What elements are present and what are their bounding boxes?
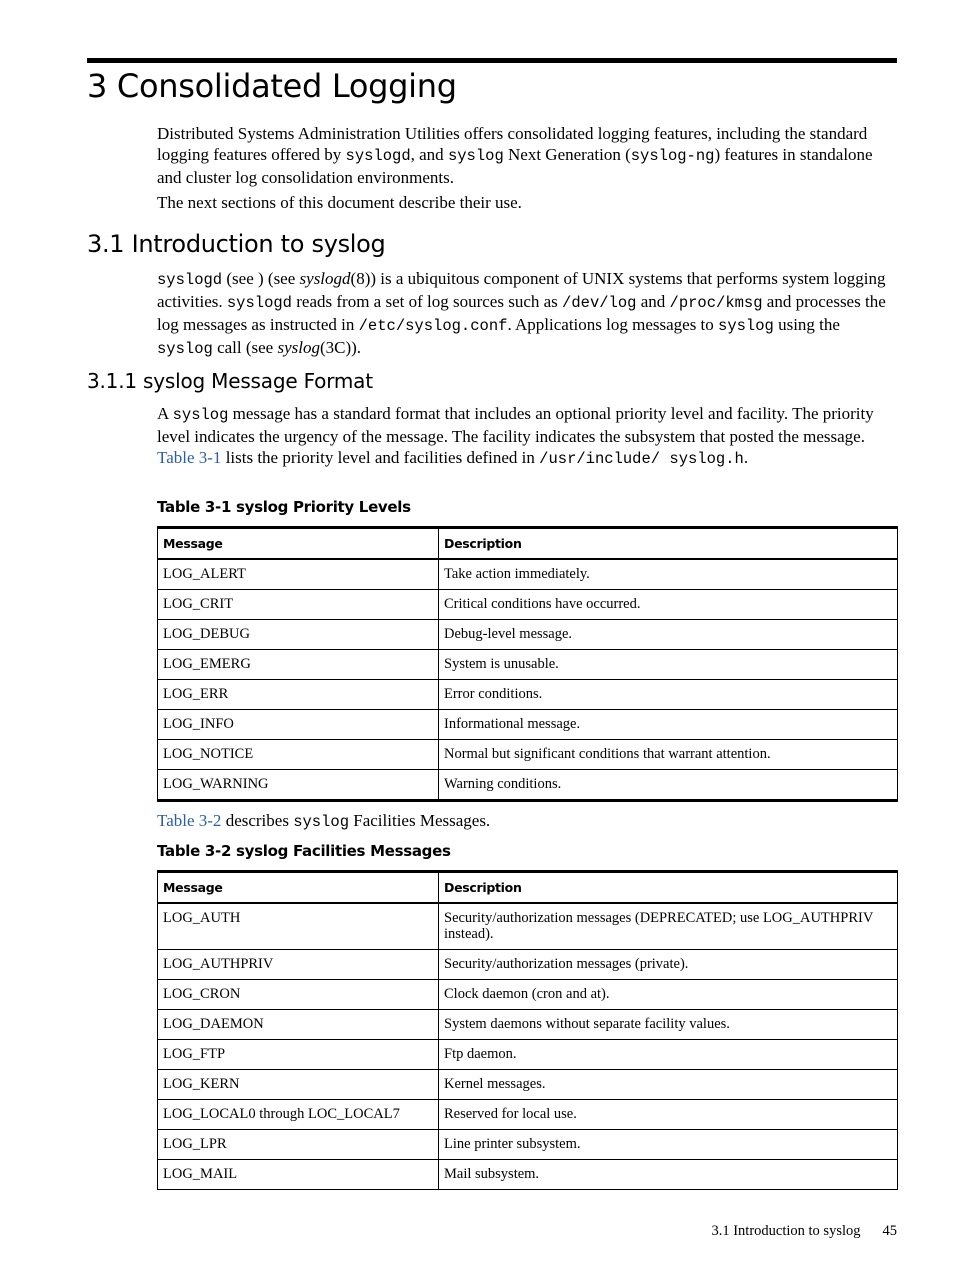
code-dev-log: /dev/log <box>562 294 637 312</box>
message-cell: LOG_CRON <box>158 980 439 1010</box>
description-cell: Reserved for local use. <box>439 1100 898 1130</box>
table-row <box>158 980 898 1010</box>
page-number: 45 <box>882 1223 897 1239</box>
message-cell: LOG_AUTH <box>158 903 439 950</box>
text-run: lists the priority level and facilities defined in <box>221 448 540 467</box>
message-cell: LOG_AUTHPRIV <box>158 950 439 980</box>
description-cell: Clock daemon (cron and at). <box>439 980 898 1010</box>
description-cell: Debug-level message. <box>439 620 898 650</box>
table-2-caption: Table 3-2 syslog Facilities Messages <box>157 842 451 860</box>
description-cell: Kernel messages. <box>439 1070 898 1100</box>
table-row <box>158 710 898 740</box>
code-syslogd: syslogd <box>157 271 223 289</box>
table-header-row <box>158 528 898 560</box>
table-row <box>158 590 898 620</box>
text-run: Next Generation ( <box>503 145 631 164</box>
intro-paragraph <box>157 123 897 188</box>
message-cell: LOG_MAIL <box>158 1160 439 1190</box>
table-3-2-link[interactable]: Table 3-2 <box>157 811 222 830</box>
table-row <box>158 1010 898 1040</box>
table-row <box>158 1100 898 1130</box>
description-cell: Informational message. <box>439 710 898 740</box>
message-cell: LOG_LOCAL0 through LOC_LOCAL7 <box>158 1100 439 1130</box>
text-run: and <box>636 292 670 311</box>
intro-paragraph-2: The next sections of this document describe their use. <box>157 193 522 212</box>
description-cell: Critical conditions have occurred. <box>439 590 898 620</box>
code-syslog: syslog <box>447 147 504 165</box>
message-cell: LOG_KERN <box>158 1070 439 1100</box>
text-run: ) features in standalone and cluster log consolidation environments. <box>157 145 873 187</box>
section-3-1-1-paragraph <box>157 403 897 470</box>
table-row <box>158 559 898 590</box>
message-cell: LOG_ALERT <box>158 559 439 590</box>
code-syslogd: syslogd <box>226 294 292 312</box>
table-row <box>158 770 898 801</box>
message-cell: LOG_DEBUG <box>158 620 439 650</box>
code-syslog: syslog <box>172 406 229 424</box>
table-row <box>158 1130 898 1160</box>
message-cell: LOG_FTP <box>158 1040 439 1070</box>
page-footer <box>0 1222 897 1240</box>
table-row <box>158 650 898 680</box>
table-row <box>158 1160 898 1190</box>
facilities-messages-table <box>157 870 898 1190</box>
table-row <box>158 620 898 650</box>
code-proc-kmsg: /proc/kmsg <box>669 294 763 312</box>
text-run: reads from a set of log sources such as <box>292 292 563 311</box>
column-header-description: Description <box>439 528 898 560</box>
table-header-row <box>158 872 898 904</box>
message-cell: LOG_LPR <box>158 1130 439 1160</box>
code-syslogd: syslogd <box>345 147 411 165</box>
text-run: Distributed Systems Administration Utilities offers consolidated logging features, including the standard logging features offered by <box>157 124 868 164</box>
code-syslog: syslog <box>293 813 350 831</box>
text-run: call (see <box>212 338 278 357</box>
section-3-1-paragraph <box>157 268 897 360</box>
chapter-title: 3 Consolidated Logging <box>87 67 457 105</box>
description-cell: System daemons without separate facility values. <box>439 1010 898 1040</box>
text-run: , and <box>410 145 448 164</box>
column-header-message: Message <box>158 528 439 560</box>
description-cell: Normal but significant conditions that warrant attention. <box>439 740 898 770</box>
description-cell: Security/authorization messages (private). <box>439 950 898 980</box>
section-title-3-1-1: 3.1.1 syslog Message Format <box>87 369 373 393</box>
table-row <box>158 680 898 710</box>
code-syslog-h-path: /usr/include/ syslog.h <box>539 450 744 468</box>
text-run: using the <box>773 315 840 334</box>
message-cell: LOG_CRIT <box>158 590 439 620</box>
text-run: (see ) (see <box>222 269 300 288</box>
text-run: message has a standard format that includes an optional priority level and facility. The priority level indicates the urgency of the message. The facility indicates the subsystem that posted the message. <box>157 404 874 446</box>
manpage-syslog: syslog <box>277 338 320 357</box>
description-cell: Error conditions. <box>439 680 898 710</box>
description-cell: Warning conditions. <box>439 770 898 801</box>
code-syslog-ng: syslog-ng <box>630 147 715 165</box>
footer-section-title: 3.1 Introduction to syslog <box>711 1223 861 1239</box>
message-cell: LOG_ERR <box>158 680 439 710</box>
text-run: and processes the log messages as instructed in <box>157 292 886 334</box>
message-cell: LOG_EMERG <box>158 650 439 680</box>
message-cell: LOG_WARNING <box>158 770 439 801</box>
description-cell: System is unusable. <box>439 650 898 680</box>
description-cell: Security/authorization messages (DEPRECATED; use LOG_AUTHPRIV instead). <box>439 903 898 950</box>
text-run: . Applications log messages to <box>507 315 719 334</box>
column-header-message: Message <box>158 872 439 904</box>
table-1-caption: Table 3-1 syslog Priority Levels <box>157 498 411 516</box>
text-run: A <box>157 404 173 423</box>
text-run: Facilities Messages. <box>349 811 491 830</box>
description-cell: Take action immediately. <box>439 559 898 590</box>
description-cell: Ftp daemon. <box>439 1040 898 1070</box>
table-row <box>158 903 898 950</box>
code-syslog: syslog <box>157 340 213 358</box>
manpage-syslogd: syslogd <box>299 269 351 288</box>
message-cell: LOG_DAEMON <box>158 1010 439 1040</box>
code-syslog-conf: /etc/syslog.conf <box>358 317 508 335</box>
text-run: (3C)). <box>319 338 362 357</box>
table-row <box>158 740 898 770</box>
chapter-top-rule <box>87 58 897 63</box>
text-run: (8)) is a ubiquitous component of UNIX systems that performs system logging activities. <box>157 269 886 311</box>
table-3-1-link[interactable]: Table 3-1 <box>157 448 222 467</box>
table-row <box>158 1040 898 1070</box>
code-syslog: syslog <box>718 317 774 335</box>
section-title-3-1: 3.1 Introduction to syslog <box>87 230 386 258</box>
text-run: describes <box>221 811 294 830</box>
text-run: . <box>743 448 749 467</box>
table-2-intro <box>157 810 897 833</box>
message-cell: LOG_INFO <box>158 710 439 740</box>
column-header-description: Description <box>439 872 898 904</box>
message-cell: LOG_NOTICE <box>158 740 439 770</box>
description-cell: Mail subsystem. <box>439 1160 898 1190</box>
table-row <box>158 950 898 980</box>
description-cell: Line printer subsystem. <box>439 1130 898 1160</box>
priority-levels-table <box>157 526 898 802</box>
table-row <box>158 1070 898 1100</box>
